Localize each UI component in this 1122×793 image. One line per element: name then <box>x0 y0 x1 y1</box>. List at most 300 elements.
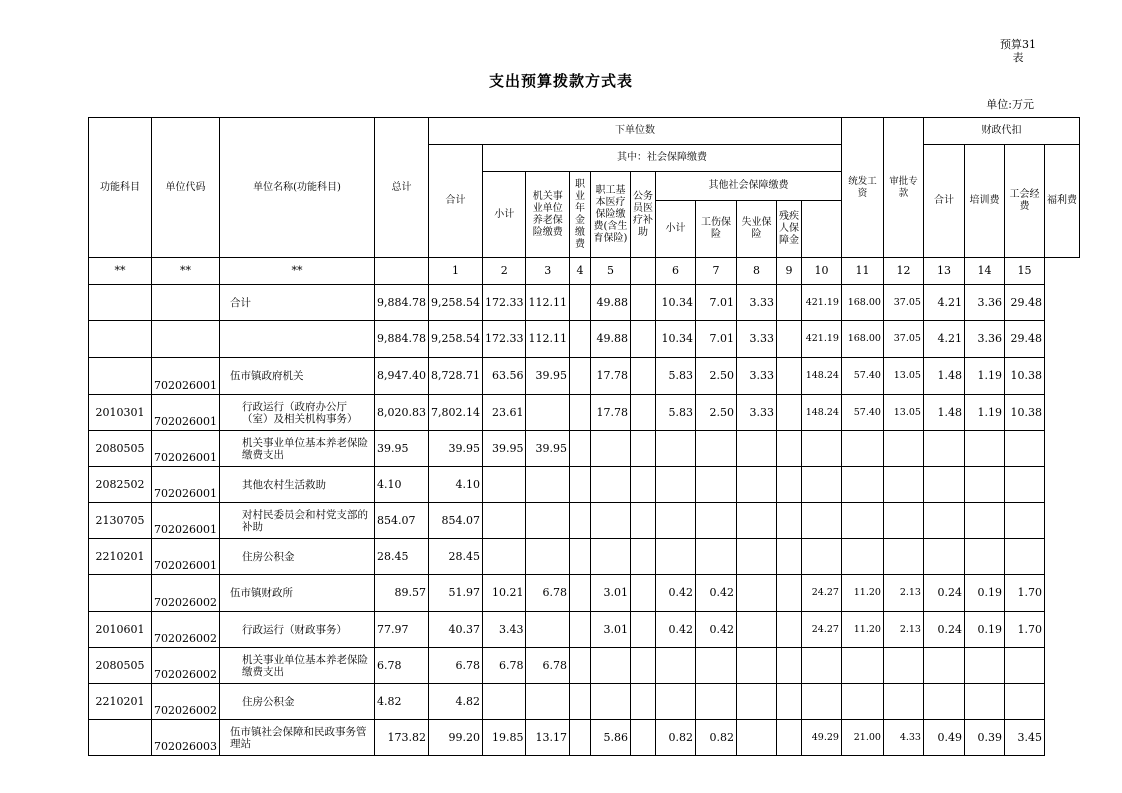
value-cell <box>964 431 1004 467</box>
table-number-line2: 表 <box>1012 51 1024 64</box>
header-other-social: 其他社会保障缴费 <box>655 172 841 201</box>
value-cell <box>923 684 964 720</box>
table-row <box>89 467 1080 503</box>
value-cell <box>590 431 630 467</box>
value-cell <box>1004 467 1044 503</box>
value-cell <box>630 467 655 503</box>
value-cell <box>655 431 695 467</box>
value-cell <box>630 431 655 467</box>
value-cell: 3.45 <box>1004 720 1044 756</box>
value-cell: 51.97 <box>428 575 482 612</box>
value-cell: 4.82 <box>428 684 482 720</box>
value-cell: 8,947.40 <box>375 358 429 395</box>
value-cell <box>569 684 590 720</box>
value-cell <box>841 684 883 720</box>
value-cell <box>569 503 590 539</box>
value-cell <box>883 684 923 720</box>
value-cell: 39.95 <box>526 431 570 467</box>
value-cell <box>776 285 801 321</box>
value-cell <box>590 539 630 575</box>
value-cell: 0.19 <box>964 612 1004 648</box>
value-cell: 2.13 <box>883 612 923 648</box>
header-unemployment: 失业保险 <box>736 201 776 258</box>
value-cell <box>776 321 801 358</box>
unit-code-cell: 702026001 <box>152 539 220 575</box>
value-cell: 0.42 <box>655 575 695 612</box>
value-cell: 112.11 <box>526 321 570 358</box>
value-cell: 2.50 <box>695 358 736 395</box>
header-social-subtotal: 小计 <box>482 172 526 258</box>
value-cell: 4.10 <box>428 467 482 503</box>
value-cell: 24.27 <box>801 575 841 612</box>
value-cell <box>801 648 841 684</box>
value-cell: 13.17 <box>526 720 570 756</box>
value-cell <box>776 575 801 612</box>
unit-code-cell: 702026002 <box>152 648 220 684</box>
value-cell: 3.36 <box>964 321 1004 358</box>
func-code-cell: 2130705 <box>89 503 152 539</box>
value-cell <box>526 539 570 575</box>
value-cell: 9,884.78 <box>375 285 429 321</box>
func-code-cell: 2210201 <box>89 539 152 575</box>
value-cell: 0.39 <box>964 720 1004 756</box>
header-disabled: 残疾人保障金 <box>776 201 801 258</box>
value-cell: 9,258.54 <box>428 285 482 321</box>
value-cell: 1.48 <box>923 358 964 395</box>
value-cell: 37.05 <box>883 321 923 358</box>
value-cell <box>655 467 695 503</box>
unit-code-cell: 702026001 <box>152 503 220 539</box>
func-code-cell: 2080505 <box>89 431 152 467</box>
index-cell: 7 <box>695 258 736 285</box>
func-code-cell: 2010601 <box>89 612 152 648</box>
value-cell: 3.01 <box>590 575 630 612</box>
value-cell <box>590 503 630 539</box>
value-cell <box>569 395 590 431</box>
value-cell <box>569 321 590 358</box>
header-pension: 机关事业单位养老保险缴费 <box>526 172 570 258</box>
value-cell: 172.33 <box>482 321 526 358</box>
value-cell: 3.01 <box>590 612 630 648</box>
value-cell <box>883 467 923 503</box>
table-row <box>89 431 1080 467</box>
index-cell: 10 <box>801 258 841 285</box>
func-code-cell <box>89 358 152 395</box>
value-cell <box>590 684 630 720</box>
value-cell <box>736 431 776 467</box>
value-cell: 40.37 <box>428 612 482 648</box>
value-cell <box>776 539 801 575</box>
value-cell <box>1004 431 1044 467</box>
value-cell: 0.24 <box>923 575 964 612</box>
value-cell <box>776 503 801 539</box>
value-cell <box>695 503 736 539</box>
header-fiscal: 财政代扣 <box>923 118 1079 145</box>
value-cell <box>526 612 570 648</box>
header-unit-name: 单位名称(功能科目) <box>220 118 375 258</box>
value-cell <box>883 648 923 684</box>
value-cell <box>883 503 923 539</box>
value-cell: 0.82 <box>695 720 736 756</box>
func-code-cell <box>89 285 152 321</box>
unit-code-cell <box>152 285 220 321</box>
value-cell <box>526 503 570 539</box>
value-cell <box>630 684 655 720</box>
value-cell: 854.07 <box>428 503 482 539</box>
value-cell <box>923 503 964 539</box>
value-cell: 10.21 <box>482 575 526 612</box>
value-cell <box>482 684 526 720</box>
func-code-cell: 2082502 <box>89 467 152 503</box>
value-cell <box>776 431 801 467</box>
value-cell <box>695 648 736 684</box>
value-cell <box>630 575 655 612</box>
value-cell <box>630 358 655 395</box>
value-cell <box>655 684 695 720</box>
value-cell: 854.07 <box>375 503 429 539</box>
value-cell: 17.78 <box>590 395 630 431</box>
value-cell <box>569 431 590 467</box>
header-annuity: 职业年金缴费 <box>569 172 590 258</box>
index-cell: 3 <box>526 258 570 285</box>
index-cell: 12 <box>883 258 923 285</box>
unit-code-cell: 702026003 <box>152 720 220 756</box>
value-cell: 24.27 <box>801 612 841 648</box>
value-cell <box>482 503 526 539</box>
unit-name-cell: 伍市镇财政所 <box>220 575 375 612</box>
value-cell <box>630 720 655 756</box>
header-civil-medical: 公务员医疗补助 <box>630 172 655 258</box>
value-cell <box>630 612 655 648</box>
header-lower-units: 下单位数 <box>428 118 841 145</box>
value-cell: 10.34 <box>655 285 695 321</box>
value-cell: 7,802.14 <box>428 395 482 431</box>
value-cell <box>841 467 883 503</box>
unit-code-cell: 702026002 <box>152 575 220 612</box>
index-cell: 15 <box>1004 258 1044 285</box>
value-cell: 2.13 <box>883 575 923 612</box>
value-cell: 7.01 <box>695 321 736 358</box>
value-cell: 39.95 <box>482 431 526 467</box>
header-other-subtotal: 小计 <box>655 201 695 258</box>
value-cell: 4.21 <box>923 321 964 358</box>
value-cell <box>526 684 570 720</box>
value-cell <box>801 467 841 503</box>
index-cell: ** <box>152 258 220 285</box>
func-code-cell: 2210201 <box>89 684 152 720</box>
unit-name-cell: 机关事业单位基本养老保险缴费支出 <box>220 431 375 467</box>
index-cell: 11 <box>841 258 883 285</box>
value-cell: 8,728.71 <box>428 358 482 395</box>
value-cell <box>695 539 736 575</box>
value-cell <box>630 503 655 539</box>
budget-table <box>88 117 1080 756</box>
table-row <box>89 612 1080 648</box>
value-cell: 99.20 <box>428 720 482 756</box>
value-cell: 57.40 <box>841 395 883 431</box>
value-cell: 39.95 <box>375 431 429 467</box>
value-cell <box>655 648 695 684</box>
value-cell <box>923 648 964 684</box>
value-cell: 49.29 <box>801 720 841 756</box>
value-cell <box>569 612 590 648</box>
header-social: 其中：社会保障缴费 <box>482 145 841 172</box>
value-cell: 421.19 <box>801 321 841 358</box>
value-cell <box>964 503 1004 539</box>
value-cell <box>736 539 776 575</box>
value-cell <box>964 467 1004 503</box>
table-row <box>89 395 1080 431</box>
unit-name-cell: 行政运行（政府办公厅（室）及相关机构事务） <box>220 395 375 431</box>
table-row <box>89 358 1080 395</box>
table-number-label <box>996 38 1040 64</box>
value-cell <box>1004 684 1044 720</box>
value-cell <box>630 648 655 684</box>
unit-name-cell: 住房公积金 <box>220 684 375 720</box>
value-cell <box>964 648 1004 684</box>
value-cell <box>801 539 841 575</box>
value-cell: 1.70 <box>1004 575 1044 612</box>
value-cell: 168.00 <box>841 285 883 321</box>
value-cell: 0.49 <box>923 720 964 756</box>
value-cell <box>776 648 801 684</box>
value-cell: 21.00 <box>841 720 883 756</box>
value-cell: 0.42 <box>695 575 736 612</box>
value-cell: 7.01 <box>695 285 736 321</box>
header-union: 工会经费 <box>1004 145 1044 258</box>
value-cell <box>801 431 841 467</box>
value-cell <box>1004 503 1044 539</box>
index-cell <box>630 258 655 285</box>
value-cell: 13.05 <box>883 358 923 395</box>
table-row <box>89 720 1080 756</box>
value-cell <box>736 467 776 503</box>
value-cell <box>923 431 964 467</box>
value-cell <box>736 503 776 539</box>
value-cell: 148.24 <box>801 395 841 431</box>
header-subtotal: 合计 <box>428 145 482 258</box>
value-cell <box>736 648 776 684</box>
value-cell: 9,258.54 <box>428 321 482 358</box>
value-cell: 57.40 <box>841 358 883 395</box>
index-cell: 2 <box>482 258 526 285</box>
unit-name-cell: 对村民委员会和村党支部的补助 <box>220 503 375 539</box>
value-cell: 5.86 <box>590 720 630 756</box>
value-cell: 28.45 <box>375 539 429 575</box>
value-cell: 3.33 <box>736 358 776 395</box>
func-code-cell <box>89 720 152 756</box>
header-spare <box>801 201 841 258</box>
value-cell <box>1004 539 1044 575</box>
value-cell <box>630 395 655 431</box>
value-cell <box>736 575 776 612</box>
value-cell <box>776 358 801 395</box>
value-cell: 10.38 <box>1004 358 1044 395</box>
value-cell: 23.61 <box>482 395 526 431</box>
header-unit-code: 单位代码 <box>152 118 220 258</box>
value-cell <box>923 539 964 575</box>
value-cell: 89.57 <box>375 575 429 612</box>
header-training: 培训费 <box>964 145 1004 258</box>
value-cell: 148.24 <box>801 358 841 395</box>
value-cell: 0.24 <box>923 612 964 648</box>
value-cell <box>655 503 695 539</box>
index-cell: 13 <box>923 258 964 285</box>
value-cell: 37.05 <box>883 285 923 321</box>
index-cell: 6 <box>655 258 695 285</box>
value-cell <box>883 431 923 467</box>
value-cell: 0.42 <box>655 612 695 648</box>
value-cell <box>736 720 776 756</box>
index-cell <box>375 258 429 285</box>
value-cell: 3.36 <box>964 285 1004 321</box>
value-cell <box>736 684 776 720</box>
value-cell <box>801 503 841 539</box>
value-cell: 0.42 <box>695 612 736 648</box>
value-cell <box>841 539 883 575</box>
index-cell: 9 <box>776 258 801 285</box>
value-cell: 3.43 <box>482 612 526 648</box>
value-cell <box>569 358 590 395</box>
value-cell: 5.83 <box>655 358 695 395</box>
value-cell: 6.78 <box>526 575 570 612</box>
value-cell: 421.19 <box>801 285 841 321</box>
value-cell: 6.78 <box>375 648 429 684</box>
value-cell <box>569 467 590 503</box>
value-cell: 10.34 <box>655 321 695 358</box>
value-cell: 1.19 <box>964 358 1004 395</box>
value-cell: 2.50 <box>695 395 736 431</box>
value-cell: 11.20 <box>841 612 883 648</box>
value-cell <box>590 467 630 503</box>
value-cell: 29.48 <box>1004 321 1044 358</box>
value-cell <box>630 285 655 321</box>
unit-name-cell: 住房公积金 <box>220 539 375 575</box>
value-cell <box>569 648 590 684</box>
unit-name-cell: 伍市镇政府机关 <box>220 358 375 395</box>
table-row <box>89 648 1080 684</box>
value-cell: 112.11 <box>526 285 570 321</box>
table-row <box>89 539 1080 575</box>
value-cell: 39.95 <box>526 358 570 395</box>
value-cell: 5.83 <box>655 395 695 431</box>
index-cell: 5 <box>590 258 630 285</box>
value-cell <box>695 684 736 720</box>
value-cell <box>841 503 883 539</box>
value-cell: 39.95 <box>428 431 482 467</box>
header-injury: 工伤保险 <box>695 201 736 258</box>
unit-name-cell: 其他农村生活救助 <box>220 467 375 503</box>
unit-name-cell: 行政运行（财政事务） <box>220 612 375 648</box>
unit-code-cell: 702026001 <box>152 395 220 431</box>
header-total: 总计 <box>375 118 429 258</box>
unit-code-cell <box>152 321 220 358</box>
unit-name-cell: 合计 <box>220 285 375 321</box>
table-row <box>89 575 1080 612</box>
func-code-cell <box>89 321 152 358</box>
value-cell: 3.33 <box>736 395 776 431</box>
unit-label: 单位:万元 <box>986 98 1034 111</box>
header-func: 功能科目 <box>89 118 152 258</box>
value-cell: 168.00 <box>841 321 883 358</box>
table-row <box>89 503 1080 539</box>
value-cell: 11.20 <box>841 575 883 612</box>
table-row <box>89 684 1080 720</box>
header-fiscal-total: 合计 <box>923 145 964 258</box>
value-cell: 4.82 <box>375 684 429 720</box>
unit-name-cell <box>220 321 375 358</box>
value-cell <box>841 648 883 684</box>
value-cell <box>776 395 801 431</box>
value-cell <box>964 684 1004 720</box>
index-cell: ** <box>89 258 152 285</box>
value-cell: 173.82 <box>375 720 429 756</box>
value-cell: 4.21 <box>923 285 964 321</box>
func-code-cell: 2010301 <box>89 395 152 431</box>
page-title: 支出预算拨款方式表 <box>488 72 633 90</box>
value-cell: 17.78 <box>590 358 630 395</box>
index-cell: 14 <box>964 258 1004 285</box>
value-cell <box>964 539 1004 575</box>
table-number-line1: 预算31 <box>1000 38 1036 51</box>
value-cell: 29.48 <box>1004 285 1044 321</box>
value-cell <box>841 431 883 467</box>
value-cell: 77.97 <box>375 612 429 648</box>
unit-code-cell: 702026002 <box>152 684 220 720</box>
func-code-cell <box>89 575 152 612</box>
index-cell: ** <box>220 258 375 285</box>
table-row <box>89 321 1080 358</box>
value-cell <box>569 539 590 575</box>
value-cell <box>695 431 736 467</box>
value-cell: 1.70 <box>1004 612 1044 648</box>
value-cell: 172.33 <box>482 285 526 321</box>
value-cell: 13.05 <box>883 395 923 431</box>
value-cell: 1.48 <box>923 395 964 431</box>
unit-code-cell: 702026001 <box>152 358 220 395</box>
value-cell: 3.33 <box>736 285 776 321</box>
value-cell: 4.10 <box>375 467 429 503</box>
value-cell: 4.33 <box>883 720 923 756</box>
value-cell <box>526 395 570 431</box>
unit-name-cell: 伍市镇社会保障和民政事务管理站 <box>220 720 375 756</box>
header-payroll: 统发工资 <box>841 118 883 258</box>
value-cell: 1.19 <box>964 395 1004 431</box>
unit-name-cell: 机关事业单位基本养老保险缴费支出 <box>220 648 375 684</box>
value-cell: 63.56 <box>482 358 526 395</box>
value-cell <box>630 321 655 358</box>
value-cell: 6.78 <box>526 648 570 684</box>
value-cell <box>1004 648 1044 684</box>
unit-code-cell: 702026001 <box>152 431 220 467</box>
value-cell <box>776 720 801 756</box>
value-cell <box>590 648 630 684</box>
value-cell <box>776 684 801 720</box>
value-cell <box>569 720 590 756</box>
value-cell <box>482 467 526 503</box>
value-cell <box>736 612 776 648</box>
value-cell: 0.82 <box>655 720 695 756</box>
value-cell <box>883 539 923 575</box>
value-cell <box>569 575 590 612</box>
index-cell: 4 <box>569 258 590 285</box>
value-cell: 0.19 <box>964 575 1004 612</box>
value-cell: 6.78 <box>428 648 482 684</box>
value-cell <box>695 467 736 503</box>
unit-code-cell: 702026001 <box>152 467 220 503</box>
value-cell: 8,020.83 <box>375 395 429 431</box>
value-cell: 19.85 <box>482 720 526 756</box>
